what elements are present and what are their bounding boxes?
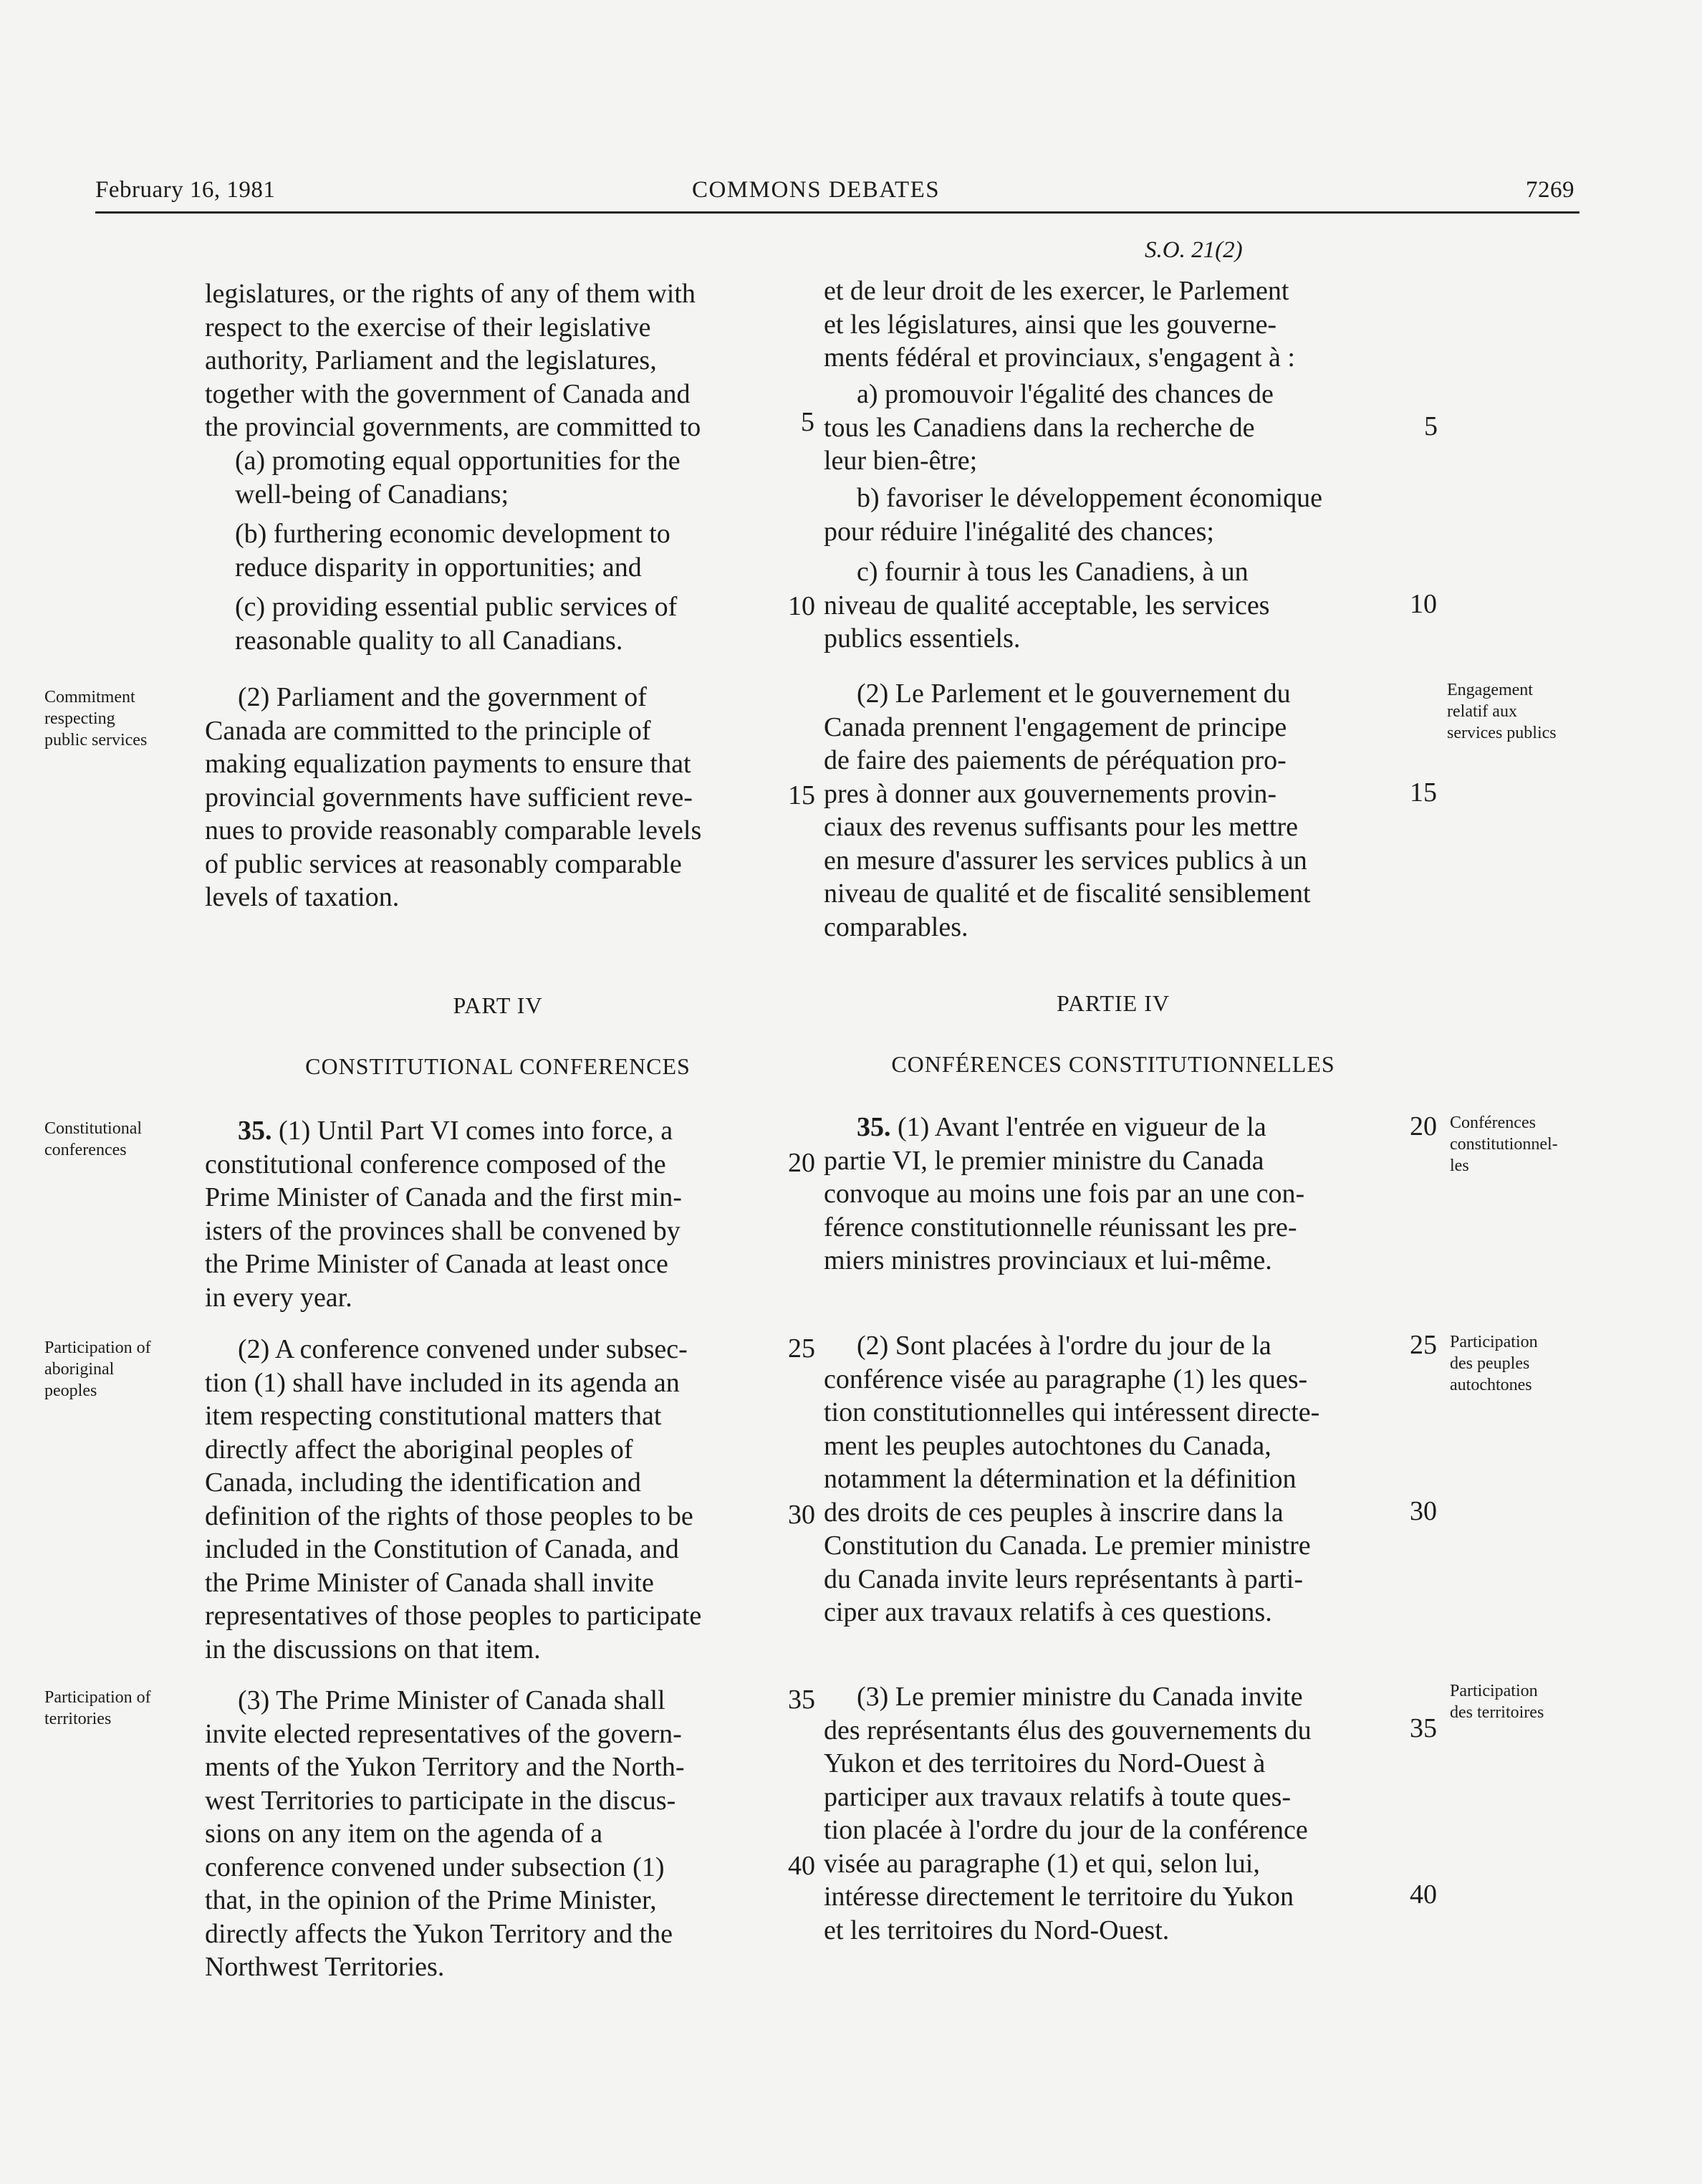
text-line: tion (1) shall have included in its agenda an xyxy=(205,1367,680,1398)
margin-note-territoires xyxy=(1450,1680,1544,1723)
text-line: Constitution du Canada. Le premier ministre xyxy=(824,1531,1311,1561)
margin-note-autochtones xyxy=(1450,1331,1538,1396)
english-section-35-2 xyxy=(205,1333,791,1666)
text-line: niveau de qualité acceptable, les services xyxy=(824,590,1270,621)
text-line: well-being of Canadians; xyxy=(235,479,509,509)
line-number: 25 xyxy=(788,1333,815,1364)
note-line: Participation of xyxy=(44,1338,151,1357)
text-line: participer aux travaux relatifs à toute ques- xyxy=(824,1781,1292,1812)
text-line: in every year. xyxy=(205,1282,352,1313)
text-line: of public services at reasonably comparable xyxy=(205,848,682,879)
note-line: des territoires xyxy=(1450,1703,1544,1722)
french-section-35-1 xyxy=(824,1111,1403,1278)
text-line: making equalization payments to ensure that xyxy=(205,749,691,779)
part-title-fr: CONFÉRENCES CONSTITUTIONNELLES xyxy=(891,1051,1335,1077)
french-item-a xyxy=(824,378,1274,478)
text-line: (2) Parliament and the government of xyxy=(238,682,647,712)
text-line: pour réduire l'inégalité des chances; xyxy=(824,516,1214,547)
english-subsection-2 xyxy=(205,681,791,914)
text-line: et de leur droit de les exercer, le Parlement xyxy=(824,276,1289,306)
text-line: intéresse directement le territoire du Yukon xyxy=(824,1882,1294,1912)
text-line: tous les Canadiens dans la recherche de xyxy=(824,412,1255,443)
line-number: 10 xyxy=(1410,589,1437,619)
line-number: 5 xyxy=(801,407,814,437)
text-line: Canada, including the identification and xyxy=(205,1467,641,1498)
text-line: ciaux des revenus suffisants pour les mettre xyxy=(824,812,1299,842)
text-line: des représentants élus des gouvernements du xyxy=(824,1715,1312,1745)
section-number: 35. xyxy=(238,1116,272,1146)
french-intro xyxy=(824,274,1403,375)
note-line: Participation xyxy=(1450,1333,1538,1351)
text-line: partie VI, le premier ministre du Canada xyxy=(824,1145,1264,1176)
text-line: des droits de ces peuples à inscrire dans la xyxy=(824,1497,1284,1528)
text-line: férence constitutionnelle réunissant les pre- xyxy=(824,1212,1297,1242)
text-line: ciper aux travaux relatifs à ces questions. xyxy=(824,1597,1272,1627)
header-title: COMMONS DEBATES xyxy=(692,177,941,203)
french-section-35-3 xyxy=(824,1680,1403,1947)
line-number: 25 xyxy=(1410,1330,1437,1360)
english-item-a xyxy=(235,444,681,511)
note-line: respecting xyxy=(44,709,115,728)
note-line: les xyxy=(1450,1156,1469,1175)
text-line: (b) furthering economic development to xyxy=(235,519,670,549)
text-line: (1) Avant l'entrée en vigueur de la xyxy=(898,1112,1266,1142)
line-number: 20 xyxy=(788,1148,815,1178)
margin-note-commitment xyxy=(44,686,147,751)
standing-order: S.O. 21(2) xyxy=(1145,237,1243,263)
text-line: (2) Sont placées à l'ordre du jour de la xyxy=(857,1331,1271,1361)
margin-note-territories xyxy=(44,1687,151,1730)
text-line: ment les peuples autochtones du Canada, xyxy=(824,1430,1271,1461)
text-line: item respecting constitutional matters that xyxy=(205,1401,662,1431)
line-number: 30 xyxy=(1410,1496,1437,1526)
line-number: 40 xyxy=(1410,1879,1437,1910)
text-line: invite elected representatives of the govern- xyxy=(205,1718,682,1749)
text-line: et les législatures, ainsi que les gouverne- xyxy=(824,309,1277,340)
text-line: reasonable quality to all Canadians. xyxy=(235,625,623,656)
text-line: (2) Le Parlement et le gouvernement du xyxy=(857,679,1291,709)
note-line: des peuples xyxy=(1450,1354,1530,1373)
text-line: Canada prennent l'engagement de principe xyxy=(824,712,1287,742)
text-line: publics essentiels. xyxy=(824,623,1021,653)
text-line: leur bien-être; xyxy=(824,446,978,476)
text-line: pres à donner aux gouvernements provin- xyxy=(824,778,1277,809)
text-line: en mesure d'assurer les services publics à un xyxy=(824,845,1307,876)
note-line: Conférences xyxy=(1450,1113,1536,1132)
text-line: legislatures, or the rights of any of them with xyxy=(205,279,696,309)
text-line: respect to the exercise of their legislative xyxy=(205,312,651,343)
note-line: territories xyxy=(44,1710,112,1728)
text-line: tion constitutionnelles qui intéressent directe- xyxy=(824,1397,1320,1427)
text-line: conférence visée au paragraphe (1) les ques- xyxy=(824,1364,1308,1394)
text-line: (2) A conference convened under subsec- xyxy=(238,1334,688,1364)
text-line: west Territories to participate in the discus- xyxy=(205,1785,676,1816)
text-line: definition of the rights of those peoples to be xyxy=(205,1500,693,1531)
text-line: de faire des paiements de péréquation pro- xyxy=(824,745,1287,775)
text-line: visée au paragraphe (1) et qui, selon lui, xyxy=(824,1848,1260,1879)
text-line: (a) promoting equal opportunities for the xyxy=(235,446,681,476)
text-line: b) favoriser le développement économique xyxy=(857,483,1322,513)
english-item-b xyxy=(235,517,670,584)
text-line: Northwest Territories. xyxy=(205,1952,445,1982)
part-heading-fr: PARTIE IV xyxy=(1057,990,1170,1016)
text-line: levels of taxation. xyxy=(205,882,400,912)
line-number: 35 xyxy=(1410,1713,1437,1743)
text-line: isters of the provinces shall be convened by xyxy=(205,1215,681,1246)
line-number: 10 xyxy=(788,591,815,621)
text-line: the provincial governments, are committed to xyxy=(205,412,701,442)
line-number: 5 xyxy=(1424,411,1438,441)
text-line: constitutional conference composed of the xyxy=(205,1149,666,1179)
text-line: Prime Minister of Canada and the first min- xyxy=(205,1182,682,1212)
text-line: (3) The Prime Minister of Canada shall xyxy=(238,1685,665,1715)
text-line: comparables. xyxy=(824,911,968,942)
section-number: 35. xyxy=(857,1112,891,1142)
text-line: conference convened under subsection (1) xyxy=(205,1852,665,1882)
line-number: 15 xyxy=(788,780,815,810)
note-line: conferences xyxy=(44,1141,127,1159)
text-line: convoque au moins une fois par an une con- xyxy=(824,1179,1305,1209)
note-line: public services xyxy=(44,731,148,749)
text-line: nues to provide reasonably comparable levels xyxy=(205,815,702,846)
text-line: (c) providing essential public services of xyxy=(235,592,678,622)
text-line: Canada are committed to the principle of xyxy=(205,715,651,746)
english-section-35-3 xyxy=(205,1684,791,1984)
text-line: that, in the opinion of the Prime Minister, xyxy=(205,1885,657,1915)
text-line: (3) Le premier ministre du Canada invite xyxy=(857,1682,1303,1712)
text-line: (1) Until Part VI comes into force, a xyxy=(279,1116,673,1146)
text-line: tion placée à l'ordre du jour de la conférence xyxy=(824,1815,1308,1845)
line-number: 30 xyxy=(788,1500,815,1530)
text-line: authority, Parliament and the legislatures, xyxy=(205,345,657,375)
text-line: sions on any item on the agenda of a xyxy=(205,1819,603,1849)
french-item-b xyxy=(824,482,1322,548)
note-line: peoples xyxy=(44,1381,97,1400)
margin-note-engagement xyxy=(1447,679,1557,744)
english-item-c xyxy=(235,590,677,657)
line-number: 35 xyxy=(788,1685,815,1715)
text-line: directly affect the aboriginal peoples of xyxy=(205,1434,633,1465)
part-title-en: CONSTITUTIONAL CONFERENCES xyxy=(305,1053,691,1079)
text-line: et les territoires du Nord-Ouest. xyxy=(824,1915,1170,1945)
line-number: 20 xyxy=(1410,1111,1437,1141)
note-line: Participation of xyxy=(44,1688,151,1707)
margin-note-aboriginal xyxy=(44,1337,151,1402)
note-line: relatif aux xyxy=(1447,702,1517,721)
french-item-c xyxy=(824,555,1270,656)
note-line: Constitutional xyxy=(44,1119,143,1138)
text-line: a) promouvoir l'égalité des chances de xyxy=(857,379,1274,409)
text-line: reduce disparity in opportunities; and xyxy=(235,552,642,583)
text-line: niveau de qualité et de fiscalité sensiblement xyxy=(824,878,1311,909)
text-line: representatives of those peoples to participate xyxy=(205,1601,702,1631)
text-line: in the discussions on that item. xyxy=(205,1634,541,1665)
line-number: 15 xyxy=(1410,777,1437,808)
note-line: Commitment xyxy=(44,688,135,707)
english-intro xyxy=(205,277,791,444)
note-line: Participation xyxy=(1450,1682,1538,1700)
text-line: together with the government of Canada and xyxy=(205,378,691,409)
margin-note-conferences xyxy=(44,1118,142,1161)
text-line: the Prime Minister of Canada shall invite xyxy=(205,1567,654,1598)
text-line: ments of the Yukon Territory and the North- xyxy=(205,1752,685,1782)
text-line: notamment la détermination et la définition xyxy=(824,1464,1297,1494)
text-line: the Prime Minister of Canada at least once xyxy=(205,1249,668,1279)
page-number: 7269 xyxy=(1526,177,1574,203)
french-section-35-2 xyxy=(824,1329,1403,1629)
line-number: 40 xyxy=(788,1851,815,1881)
part-heading-en: PART IV xyxy=(453,992,543,1018)
note-line: constitutionnel- xyxy=(1450,1135,1558,1154)
header-date: February 16, 1981 xyxy=(95,177,276,203)
text-line: miers ministres provinciaux et lui-même. xyxy=(824,1245,1272,1275)
note-line: autochtones xyxy=(1450,1376,1532,1394)
text-line: provincial governments have sufficient reve- xyxy=(205,782,693,813)
margin-note-conferences-fr xyxy=(1450,1112,1558,1177)
text-line: c) fournir à tous les Canadiens, à un xyxy=(857,557,1249,587)
english-section-35-1 xyxy=(205,1114,791,1314)
text-line: Yukon et des territoires du Nord-Ouest à xyxy=(824,1748,1266,1778)
text-line: ments fédéral et provinciaux, s'engagent à : xyxy=(824,343,1295,373)
french-subsection-2 xyxy=(824,677,1403,944)
note-line: aboriginal xyxy=(44,1360,115,1379)
text-line: directly affects the Yukon Territory and the xyxy=(205,1918,673,1949)
note-line: services publics xyxy=(1447,724,1557,742)
text-line: included in the Constitution of Canada, and xyxy=(205,1534,679,1564)
header-rule xyxy=(95,211,1580,214)
note-line: Engagement xyxy=(1447,681,1533,699)
text-line: du Canada invite leurs représentants à parti- xyxy=(824,1563,1303,1594)
